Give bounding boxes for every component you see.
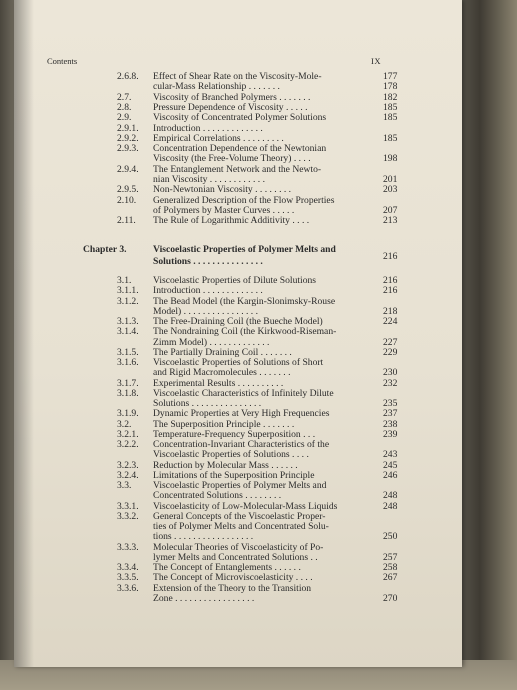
toc-entry-title: Viscoelastic Properties of Solutions . . . . <box>153 449 309 461</box>
toc-entry-title: cular-Mass Relationship . . . . . . . <box>153 81 280 93</box>
toc-entry-title: Concentration-Invariant Characteristics of the <box>153 439 330 450</box>
toc-entry-title: Viscoelastic Characteristics of Infinitely Dilute <box>153 387 334 399</box>
book-cover-edge <box>455 0 517 690</box>
toc-entry-title: The Bead Model (the Kargin-Slonimsky-Rouse <box>153 295 336 307</box>
toc-entry-page: 203 <box>383 184 398 196</box>
toc-entry-number: 3.2.2. <box>117 439 139 450</box>
toc-entry-number: 2.9.2. <box>117 132 139 144</box>
toc-entry-title: Viscosity of Concentrated Polymer Solutions <box>153 112 327 124</box>
toc-entry-number: 2.7. <box>117 91 132 103</box>
toc-entry-title: Concentration Dependence of the Newtonian <box>153 143 327 155</box>
chapter-title-line-2: Solutions . . . . . . . . . . . . . . . <box>153 256 263 267</box>
running-head-title: Contents <box>47 56 78 66</box>
toc-entry-title: Zone . . . . . . . . . . . . . . . . . <box>153 592 255 604</box>
running-head-page-number: IX <box>371 56 381 66</box>
toc-entry-page: 216 <box>383 275 398 286</box>
toc-entry-number: 2.9.3. <box>117 143 139 155</box>
toc-entry-title: Viscoelastic Properties of Dilute Solutions <box>153 275 317 286</box>
toc-entry-title: The Free-Draining Coil (the Bueche Model) <box>153 316 323 327</box>
toc-entry-number: 2.8. <box>117 101 132 113</box>
toc-entry-page: 216 <box>383 285 398 297</box>
toc-entry-page: 237 <box>383 408 398 420</box>
toc-entry-page: 218 <box>383 305 398 317</box>
toc-entry-page: 230 <box>383 367 398 379</box>
toc-entry-title: and Rigid Macromolecules . . . . . . . <box>153 367 291 379</box>
toc-entry-number: 3.1.6. <box>117 357 139 368</box>
toc-entry-page: 201 <box>383 174 398 185</box>
toc-entry-page: 185 <box>383 132 398 144</box>
toc-entry-title: The Partially Draining Coil . . . . . . . <box>153 346 292 358</box>
toc-entry-number: 2.9.1. <box>117 122 139 134</box>
toc-entry-title: The Superposition Principle . . . . . . . <box>153 418 295 430</box>
toc-entry-title: General Concepts of the Viscoelastic Proper- <box>153 510 326 522</box>
toc-entry-title: Viscosity of Branched Polymers . . . . . . . <box>153 91 311 103</box>
toc-entry-number: 3.2.4. <box>117 469 139 481</box>
toc-entry-page: 177 <box>383 71 398 82</box>
toc-entry-number: 2.11. <box>117 215 136 227</box>
toc-entry-page: 258 <box>383 562 398 573</box>
toc-entry-number: 3.1.3. <box>117 316 139 327</box>
toc-entry-title: Effect of Shear Rate on the Viscosity-Mole- <box>153 71 322 82</box>
toc-entry-page: 245 <box>383 459 398 471</box>
toc-entry-title: Pressure Dependence of Viscosity . . . . . <box>153 101 308 113</box>
toc-entry-title: Empirical Correlations . . . . . . . . . <box>153 132 284 144</box>
toc-entry-title: Viscoelastic Properties of Polymer Melts and <box>153 480 327 491</box>
toc-entry-title: Viscosity (the Free-Volume Theory) . . . . <box>153 153 311 165</box>
toc-entry-title: Molecular Theories of Viscoelasticity of Po- <box>153 541 324 553</box>
toc-entry-title: Zimm Model) . . . . . . . . . . . . . <box>153 336 270 348</box>
toc-entry-number: 3.1.8. <box>117 387 139 399</box>
toc-entry-title: ties of Polymer Melts and Concentrated Solu- <box>153 521 329 532</box>
toc-entry-title: of Polymers by Master Curves . . . . . <box>153 204 295 216</box>
toc-entry-title: Model) . . . . . . . . . . . . . . . . <box>153 305 258 317</box>
toc-entry-title: Concentrated Solutions . . . . . . . . <box>153 490 282 502</box>
toc-entry-number: 3.1.5. <box>117 346 139 358</box>
toc-entry-page: 248 <box>383 500 398 512</box>
toc-entry-page: 267 <box>383 572 398 584</box>
toc-entry-number: 3.3.3. <box>117 541 139 553</box>
toc-entry-page: 232 <box>383 377 398 389</box>
toc-entry-title: Solutions . . . . . . . . . . . . . . . <box>153 398 262 409</box>
toc-entry-title: Dynamic Properties at Very High Frequencies <box>153 408 330 420</box>
toc-entry-page: 224 <box>383 316 398 327</box>
toc-entry-page: 178 <box>383 81 398 93</box>
toc-entry-number: 3.1.2. <box>117 295 139 307</box>
toc-entry-number: 3.1.4. <box>117 326 139 338</box>
toc-entry-title: The Concept of Microviscoelasticity . . . . <box>153 572 313 584</box>
toc-entry-number: 3.1.1. <box>117 285 139 297</box>
toc-entry-number: 3.3. <box>117 480 132 491</box>
toc-entry-title: Introduction . . . . . . . . . . . . . <box>153 285 263 297</box>
toc-entry-title: The Concept of Entanglements . . . . . . <box>153 562 301 573</box>
toc-entry-page: 246 <box>383 469 398 481</box>
toc-entry-number: 3.2.3. <box>117 459 139 471</box>
toc-entry-title: Limitations of the Superposition Principle <box>153 469 315 481</box>
toc-entry-title: Experimental Results . . . . . . . . . . <box>153 377 284 389</box>
toc-entry-title: Generalized Description of the Flow Properties <box>153 194 335 206</box>
toc-entry-number: 2.9.5. <box>117 184 139 196</box>
toc-entry-number: 2.10. <box>117 194 137 206</box>
toc-entry-number: 3.1. <box>117 275 132 286</box>
toc-entry-number: 2.9.4. <box>117 163 139 175</box>
toc-entry-title: Viscoelasticity of Low-Molecular-Mass Liquids <box>153 500 338 512</box>
toc-entry-page: 235 <box>383 398 398 409</box>
toc-entry-page: 213 <box>383 215 398 227</box>
toc-entry-page: 185 <box>383 112 398 124</box>
chapter-label: Chapter 3. <box>83 244 127 255</box>
toc-entry-title: The Rule of Logarithmic Additivity . . . . <box>153 215 310 227</box>
toc-entry-number: 3.1.9. <box>117 408 139 420</box>
toc-entry-page: 229 <box>383 346 398 358</box>
chapter-title-line-1: Viscoelastic Properties of Polymer Melts and <box>153 244 336 255</box>
toc-entry-title: The Entanglement Network and the Newto- <box>153 163 322 175</box>
toc-entry-number: 2.6.8. <box>117 71 139 82</box>
toc-entry-title: The Nondraining Coil (the Kirkwood-Riseman- <box>153 326 337 338</box>
toc-entry-page: 243 <box>383 449 398 461</box>
toc-entry-page: 270 <box>383 592 398 604</box>
toc-entry-page: 207 <box>383 204 398 216</box>
toc-entry-page: 250 <box>383 531 398 543</box>
toc-entry-page: 198 <box>383 153 398 165</box>
toc-entry-title: nian Viscosity . . . . . . . . . . . . <box>153 174 265 185</box>
toc-entry-number: 3.3.4. <box>117 562 139 573</box>
toc-entry-page: 238 <box>383 418 398 430</box>
toc-entry-number: 3.3.1. <box>117 500 139 512</box>
toc-entry-title: Non-Newtonian Viscosity . . . . . . . . <box>153 184 292 196</box>
toc-entry-number: 3.2.1. <box>117 428 139 440</box>
toc-entry-number: 3.3.5. <box>117 572 139 584</box>
toc-entry-title: Reduction by Molecular Mass . . . . . . <box>153 459 298 471</box>
toc-entry-number: 2.9. <box>117 112 132 124</box>
toc-entry-page: 239 <box>383 428 398 440</box>
toc-entry-number: 3.1.7. <box>117 377 139 389</box>
toc-entry-title: tions . . . . . . . . . . . . . . . . . <box>153 531 254 543</box>
toc-entry-title: Viscoelastic Properties of Solutions of Short <box>153 357 324 368</box>
toc-entry-page: 185 <box>383 101 398 113</box>
toc-entry-number: 3.2. <box>117 418 132 430</box>
toc-entry-title: lymer Melts and Concentrated Solutions . . <box>153 551 318 563</box>
toc-entry-title: Introduction . . . . . . . . . . . . . <box>153 122 263 134</box>
chapter-page: 216 <box>383 251 398 262</box>
toc-entry-title: Temperature-Frequency Superposition . . . <box>153 428 316 440</box>
toc-entry-page: 248 <box>383 490 398 502</box>
toc-entry-page: 227 <box>383 336 398 348</box>
toc-entry-number: 3.3.2. <box>117 510 139 522</box>
toc-entry-title: Extension of the Theory to the Transition <box>153 582 312 594</box>
toc-entry-number: 3.3.6. <box>117 582 139 594</box>
toc-entry-page: 257 <box>383 551 398 563</box>
toc-entry-page: 182 <box>383 91 398 103</box>
